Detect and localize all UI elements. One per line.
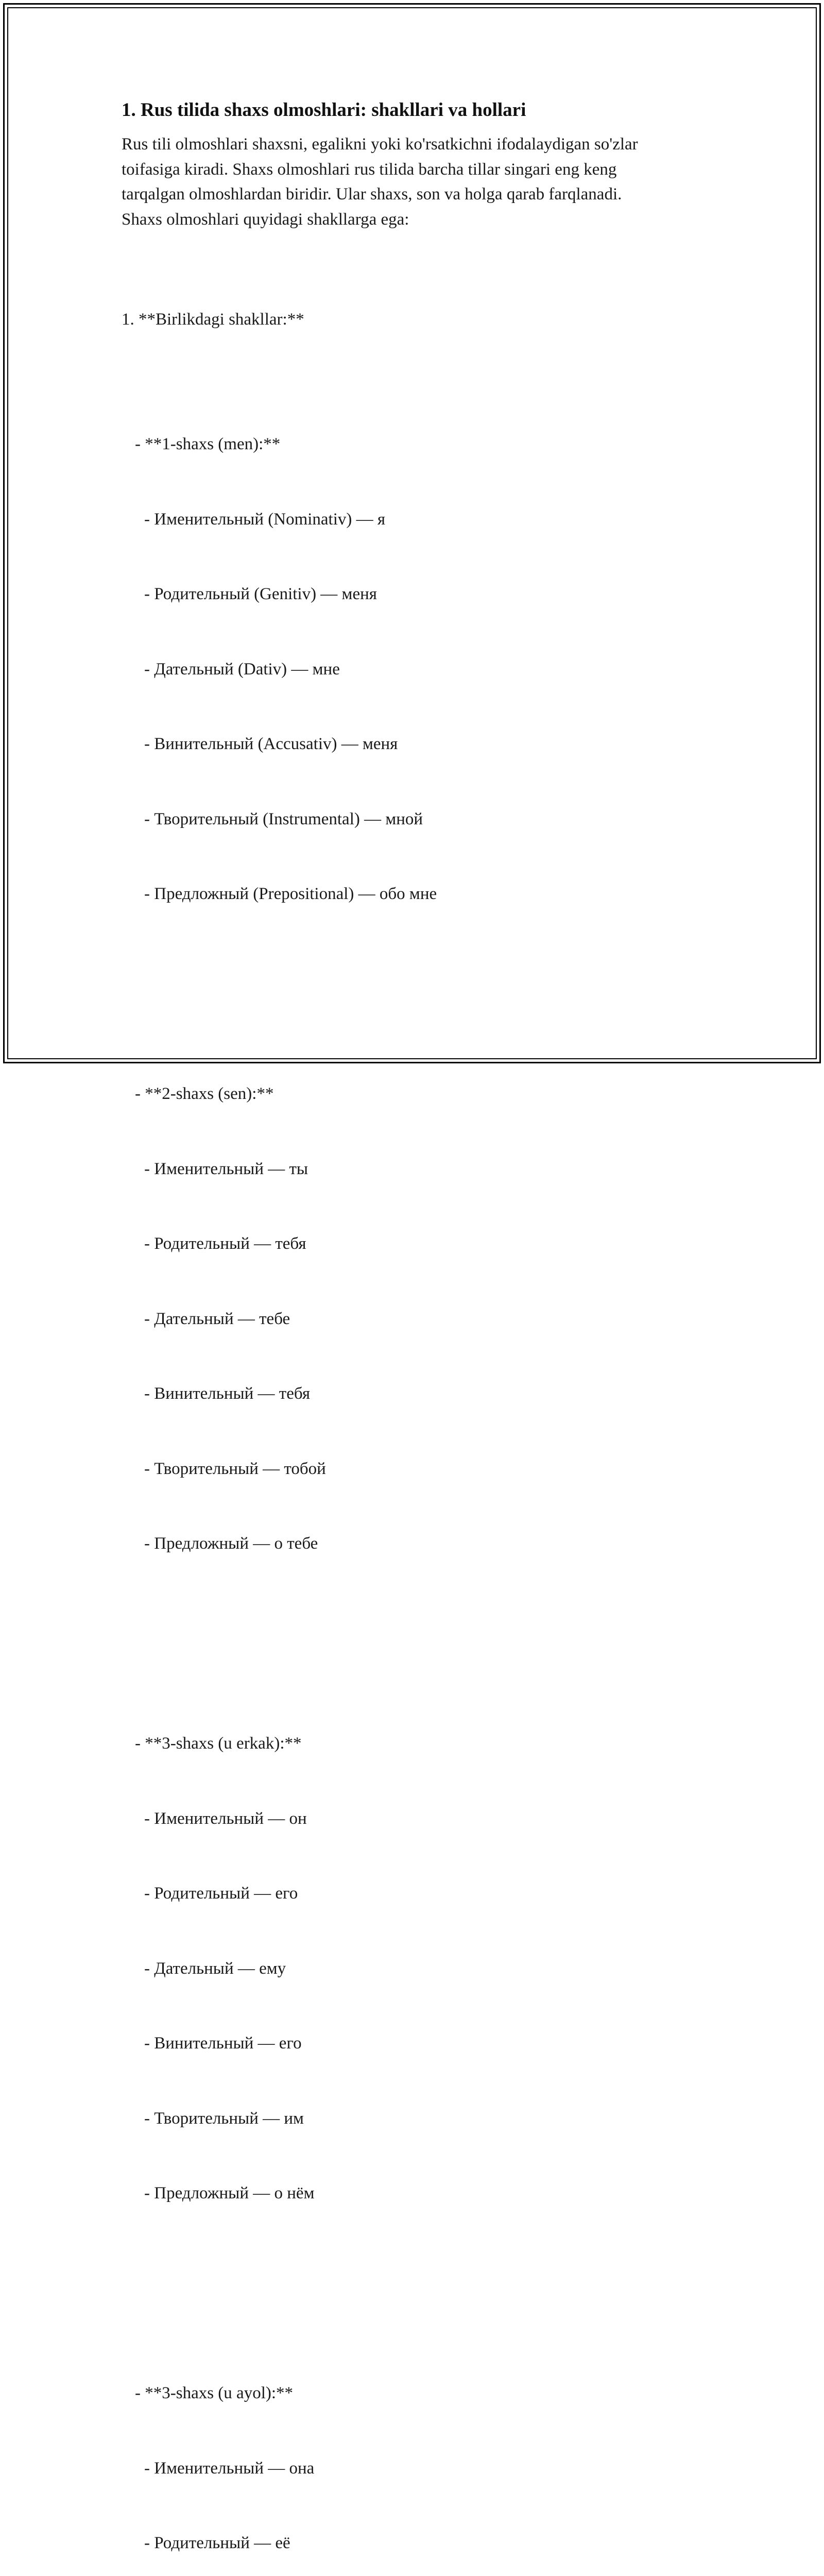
intro-line: Shaxs olmoshlari quyidagi shakllarga ega:	[122, 207, 729, 232]
blank-line	[122, 2256, 729, 2281]
list-item: - Предложный (Prepositional) — обо мне	[122, 882, 729, 907]
pronoun-list	[122, 257, 729, 2576]
list-item: - Винительный — его	[122, 2031, 729, 2056]
group-title: - **1-shaxs (men):**	[122, 432, 729, 457]
list-item: - Предложный — о нём	[122, 2181, 729, 2206]
document-body	[122, 96, 729, 2576]
list-item: - Дательный — тебе	[122, 1307, 729, 1332]
intro-line: Rus tili olmoshlari shaxsni, egalikni yoki ko'rsatkichni ifodalaydigan so'zlar	[122, 132, 729, 157]
group-title: - **3-shaxs (u erkak):**	[122, 1731, 729, 1756]
blank-line	[122, 1606, 729, 1632]
intro-line: toifasiga kiradi. Shaxs olmoshlari rus tilida barcha tillar singari eng keng	[122, 157, 729, 182]
list-item: - Именительный — она	[122, 2456, 729, 2481]
group-title: - **2-shaxs (sen):**	[122, 1081, 729, 1107]
list-item: - Винительный (Accusativ) — меня	[122, 732, 729, 757]
blank-line	[122, 957, 729, 982]
list-item: - Родительный — тебя	[122, 1231, 729, 1257]
list-item: - Творительный (Instrumental) — мной	[122, 807, 729, 832]
list-item: - Родительный (Genitiv) — меня	[122, 582, 729, 607]
list-item: - Дательный — ему	[122, 1956, 729, 1981]
list-item: - Предложный — о тебе	[122, 1531, 729, 1556]
list-item: - Именительный — ты	[122, 1157, 729, 1182]
list-item: - Винительный — тебя	[122, 1381, 729, 1406]
list-item: - Творительный — им	[122, 2106, 729, 2131]
list-item: - Родительный — её	[122, 2531, 729, 2556]
list-item: - Родительный — его	[122, 1881, 729, 1906]
section-heading: 1. Rus tilida shaxs olmoshlari: shakllari va hollari	[122, 96, 729, 125]
intro-line: tarqalgan olmoshlardan biridir. Ular shaxs, son va holga qarab farqlanadi.	[122, 182, 729, 207]
group-title: - **3-shaxs (u ayol):**	[122, 2381, 729, 2406]
list-item: - Дательный (Dativ) — мне	[122, 657, 729, 682]
list-item: - Именительный — он	[122, 1806, 729, 1832]
list-item: - Творительный — тобой	[122, 1456, 729, 1482]
list-item: - Именительный (Nominativ) — я	[122, 507, 729, 532]
list-title: 1. **Birlikdagi shakllar:**	[122, 307, 729, 332]
intro-paragraph	[122, 132, 729, 232]
